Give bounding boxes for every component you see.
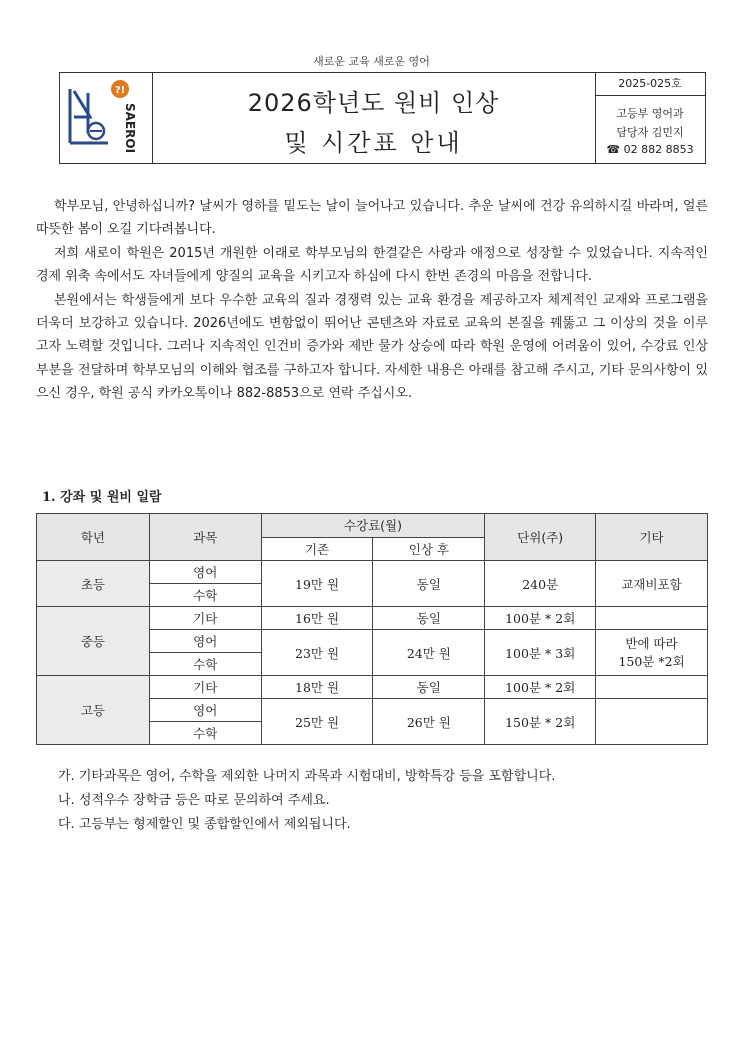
note-item: 다. 고등부는 형제할인 및 종합할인에서 제외됩니다.	[58, 817, 351, 832]
logo-brand-text: SAEROI	[123, 103, 137, 154]
page-title: 2026학년도 원비 인상	[247, 89, 500, 117]
subject-cell: 기타	[149, 607, 261, 630]
note-item: 가. 기타과목은 영어, 수학을 제외한 나머지 과목과 시험대비, 방학특강 등을 포함합니다.	[58, 769, 556, 784]
title-area	[152, 73, 596, 163]
unit-cell: 240분	[485, 561, 596, 607]
subject-cell: 기타	[149, 676, 261, 699]
phone-line	[595, 143, 705, 156]
unit-cell: 150분 * 2회	[485, 699, 596, 745]
body-text	[36, 195, 708, 406]
subject-cell: 영어	[149, 561, 261, 584]
phone-icon: ☎	[606, 143, 621, 156]
etc-cell: 교재비포함	[596, 561, 708, 607]
etc-line: 반에 따라	[625, 635, 678, 651]
table-row	[37, 607, 708, 630]
page-subtitle: 및 시간표 안내	[284, 129, 463, 157]
slogan: 새로운 교육 새로운 영어	[313, 55, 430, 68]
header-fee: 수강료(월)	[261, 514, 485, 538]
subject-cell: 수학	[149, 584, 261, 607]
subject-cell: 영어	[149, 630, 261, 653]
fee-after-cell: 동일	[373, 676, 485, 699]
subject-cell: 영어	[149, 699, 261, 722]
etc-cell	[596, 630, 708, 676]
fee-before-cell: 18만 원	[261, 676, 373, 699]
grade-cell: 중등	[37, 607, 150, 676]
doc-number: 2025-025호	[595, 73, 705, 96]
phone-number: 02 882 8853	[623, 143, 694, 156]
fee-after-cell: 24만 원	[373, 630, 485, 676]
fee-before-cell: 23만 원	[261, 630, 373, 676]
subject-cell: 수학	[149, 722, 261, 745]
fee-after-cell: 동일	[373, 607, 485, 630]
saeroi-logo-icon	[60, 73, 152, 163]
notes	[58, 765, 555, 837]
fee-before-cell: 16만 원	[261, 607, 373, 630]
etc-line: 150분 *2회	[618, 653, 685, 669]
fee-table	[36, 513, 708, 745]
fee-before-cell: 25만 원	[261, 699, 373, 745]
paragraph-greeting: 학부모님, 안녕하십니까? 날씨가 영하를 밑도는 날이 늘어나고 있습니다. 추운 날씨에 건강 유의하시길 바라며, 얼른 따뜻한 봄이 오길 기다려봅니다.	[36, 199, 708, 238]
grade-cell: 초등	[37, 561, 150, 607]
manager: 담당자 김민지	[616, 126, 684, 139]
header-subject: 과목	[149, 514, 261, 561]
subject-cell: 수학	[149, 653, 261, 676]
note-item: 나. 성적우수 장학금 등은 따로 문의하여 주세요.	[58, 793, 330, 808]
section-title: 1. 강좌 및 원비 일람	[42, 490, 162, 505]
fee-after-cell: 26만 원	[373, 699, 485, 745]
header-fee-before: 기존	[261, 537, 373, 561]
grade-cell: 고등	[37, 676, 150, 745]
header-fee-after: 인상 후	[373, 537, 485, 561]
unit-cell: 100분 * 3회	[485, 630, 596, 676]
doc-info	[595, 73, 705, 163]
fee-after-cell: 동일	[373, 561, 485, 607]
unit-cell: 100분 * 2회	[485, 607, 596, 630]
logo	[60, 73, 153, 163]
etc-cell	[596, 607, 708, 630]
header-unit: 단위(주)	[485, 514, 596, 561]
table-row	[37, 676, 708, 699]
unit-cell: 100분 * 2회	[485, 676, 596, 699]
table-row	[37, 561, 708, 584]
header-grade: 학년	[37, 514, 150, 561]
etc-cell	[596, 676, 708, 699]
fee-before-cell: 19만 원	[261, 561, 373, 607]
header-box	[59, 72, 706, 164]
etc-cell	[596, 699, 708, 745]
header-etc: 기타	[596, 514, 708, 561]
paragraph-history: 저희 새로이 학원은 2015년 개원한 이래로 학부모님의 한결같은 사랑과 애정으로 성장할 수 있었습니다. 지속적인 경제 위축 속에서도 자녀들에게 양질의 교육을 시키고자 하심에 다시 한번 존경의 마음을 전합니다.	[36, 245, 708, 285]
logo-badge: ?!	[114, 85, 126, 96]
paragraph-notice: 본원에서는 학생들에게 보다 우수한 교육의 질과 경쟁력 있는 교육 환경을 제공하고자 체계적인 교재와 프로그램을 더욱더 보강하고 있습니다. 2026년에도 변함없이 뛰어난 콘텐츠와 자료로 교육의 본질을 꿰뚫고 그 이상의 것을 이루고자 노력할 것입니다. 그러나 지속적인 인건비 증가와 제반 물가 상승에 따라 학원 운영에 어려움이 있어, 수강료 인상 부분을 전달하며 학부모님의 이해와 협조를 구하고자 합니다. 자세한 내용은 아래를 참고해 주시고, 기타 문의사항이 있으신 경우, 학원 공식 카카오톡이나 882-8853으로 연락 주십시오.	[36, 292, 708, 402]
department: 고등부 영어과	[616, 107, 684, 120]
